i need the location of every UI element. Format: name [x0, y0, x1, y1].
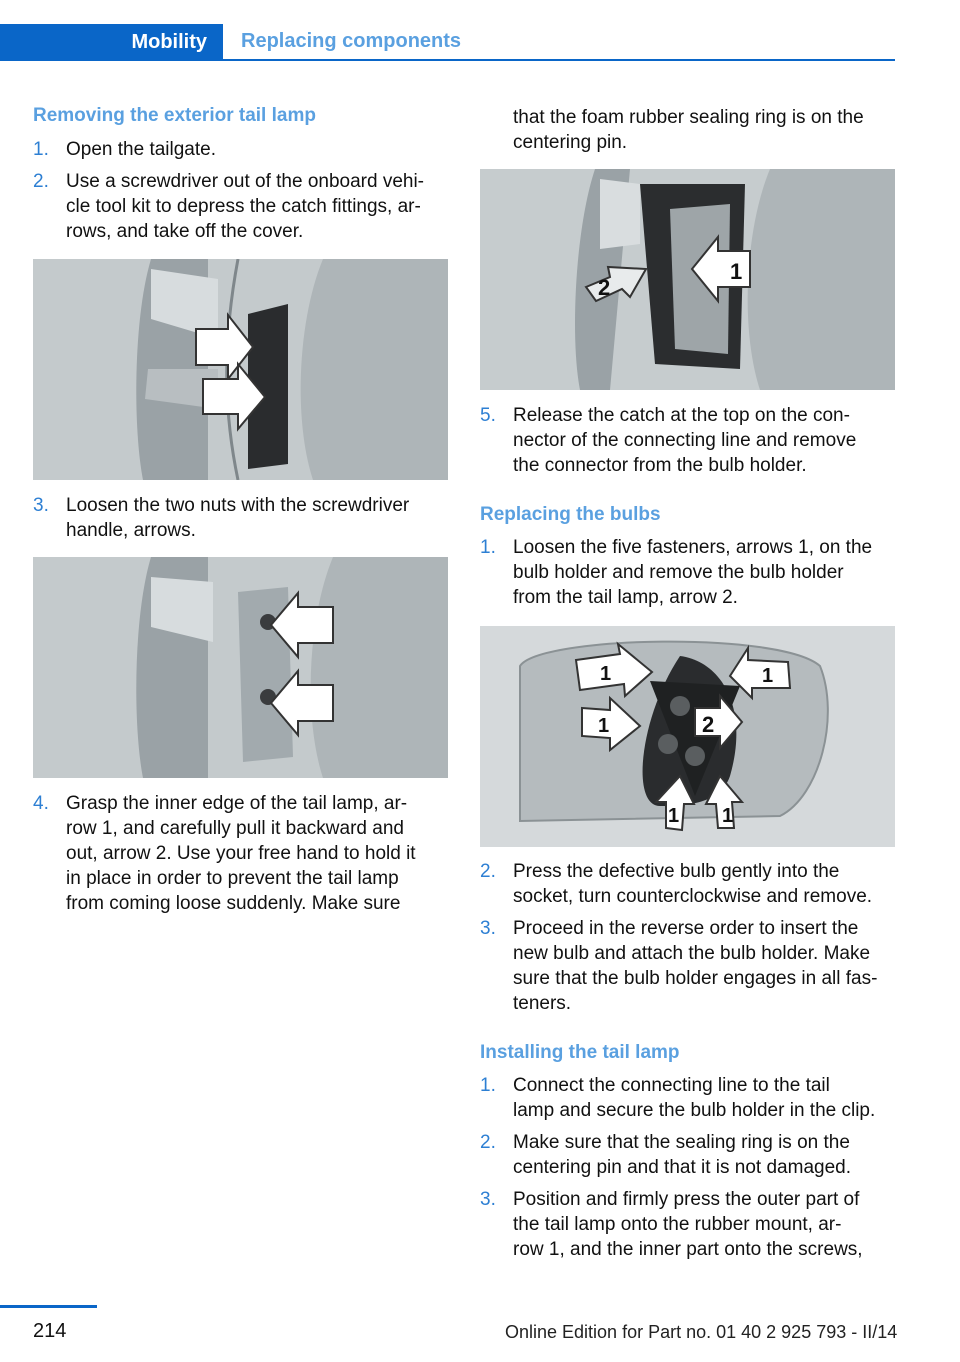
step-text: new bulb and attach the bulb holder. Make [513, 943, 871, 964]
step-text: lamp and secure the bulb holder in the clip. [513, 1100, 876, 1121]
figure-cover-removal [33, 259, 448, 480]
step-text: sure that the bulb holder engages in all fas- [513, 968, 878, 989]
step-number: 3. [480, 918, 496, 939]
step-text: from coming loose suddenly. Make sure [66, 893, 401, 914]
figure-label-1: 1 [762, 665, 774, 687]
step-text: from the tail lamp, arrow 2. [513, 587, 738, 608]
step-number: 4. [33, 793, 49, 814]
step-number: 1. [480, 537, 496, 558]
step-text: teners. [513, 993, 572, 1014]
step-install-1 [480, 1073, 900, 1123]
step-bulbs-3 [480, 916, 900, 1016]
figure-label-1: 1 [668, 805, 680, 827]
figure-loosen-nuts [33, 557, 448, 778]
figure-pull-tail-lamp [480, 169, 895, 390]
step-left-2 [33, 169, 453, 244]
footer-edition: Online Edition for Part no. 01 40 2 925 793 - II/14 [505, 1322, 898, 1342]
step-text: Make sure that the sealing ring is on the [513, 1132, 850, 1153]
text-line: that the foam rubber sealing ring is on the [513, 107, 864, 128]
figure-label-1: 1 [598, 715, 610, 737]
step-text: Loosen the two nuts with the screwdriver [66, 495, 410, 516]
step-install-2 [480, 1130, 900, 1180]
figure-label-1: 1 [600, 663, 612, 685]
step-right-5 [480, 403, 900, 478]
figure-label-2: 2 [598, 275, 611, 300]
step-number: 1. [33, 139, 49, 160]
step-text: row 1, and carefully pull it backward and [66, 818, 404, 839]
step-text: Use a screwdriver out of the onboard vehi- [66, 171, 425, 192]
step-text: in place in order to prevent the tail lamp [66, 868, 399, 889]
heading-replacing-bulbs: Replacing the bulbs [480, 504, 661, 525]
step-install-3 [480, 1187, 900, 1262]
step-left-1 [33, 137, 453, 162]
text-line: centering pin. [513, 132, 628, 153]
step-bulbs-2 [480, 859, 900, 909]
step-text: rows, and take off the cover. [66, 221, 304, 242]
step-text: row 1, and the inner part onto the screws, [513, 1239, 863, 1260]
step-text: Loosen the five fasteners, arrows 1, on the [513, 537, 873, 558]
tab-mobility-label: Mobility [131, 31, 207, 53]
step-number: 1. [480, 1075, 496, 1096]
page-number: 214 [33, 1320, 67, 1342]
step-text: out, arrow 2. Use your free hand to hold it [66, 843, 416, 864]
step-number: 2. [33, 171, 49, 192]
step-text: the connector from the bulb holder. [513, 455, 807, 476]
step-text: Connect the connecting line to the tail [513, 1075, 830, 1096]
step-text: centering pin and that it is not damaged. [513, 1157, 852, 1178]
figure-bulb-holder [480, 626, 895, 847]
step-text: Grasp the inner edge of the tail lamp, ar- [66, 793, 408, 814]
step-text: cle tool kit to depress the catch fittings, ar- [66, 196, 421, 217]
step-text: handle, arrows. [66, 520, 196, 541]
step-text: Proceed in the reverse order to insert the [513, 918, 859, 939]
page-number-rule [0, 1305, 97, 1308]
step-text: Release the catch at the top on the con- [513, 405, 850, 426]
step-number: 3. [33, 495, 49, 516]
step-text: Position and firmly press the outer part of [513, 1189, 860, 1210]
figure-label-1: 1 [730, 259, 743, 284]
step-text: Press the defective bulb gently into the [513, 861, 840, 882]
step-number: 5. [480, 405, 496, 426]
figure-label-2: 2 [702, 712, 715, 737]
tab-replacing-components[interactable] [223, 24, 895, 61]
tab-mobility[interactable] [0, 24, 223, 61]
step-number: 3. [480, 1189, 496, 1210]
figure-label-1: 1 [722, 805, 734, 827]
step-bulbs-1 [480, 535, 900, 610]
step-left-3 [33, 493, 453, 543]
step-left-4 [33, 791, 453, 916]
heading-installing-tail-lamp: Installing the tail lamp [480, 1042, 680, 1063]
step-number: 2. [480, 861, 496, 882]
step-text: the tail lamp onto the rubber mount, ar- [513, 1214, 842, 1235]
tab-replacing-components-label: Replacing components [241, 30, 462, 52]
heading-removing-tail-lamp: Removing the exterior tail lamp [33, 105, 316, 126]
step-text: bulb holder and remove the bulb holder [513, 562, 844, 583]
step-text: socket, turn counterclockwise and remove. [513, 886, 873, 907]
continuation-text [513, 105, 913, 155]
step-number: 2. [480, 1132, 496, 1153]
step-text: nector of the connecting line and remove [513, 430, 857, 451]
step-text: Open the tailgate. [66, 139, 216, 160]
